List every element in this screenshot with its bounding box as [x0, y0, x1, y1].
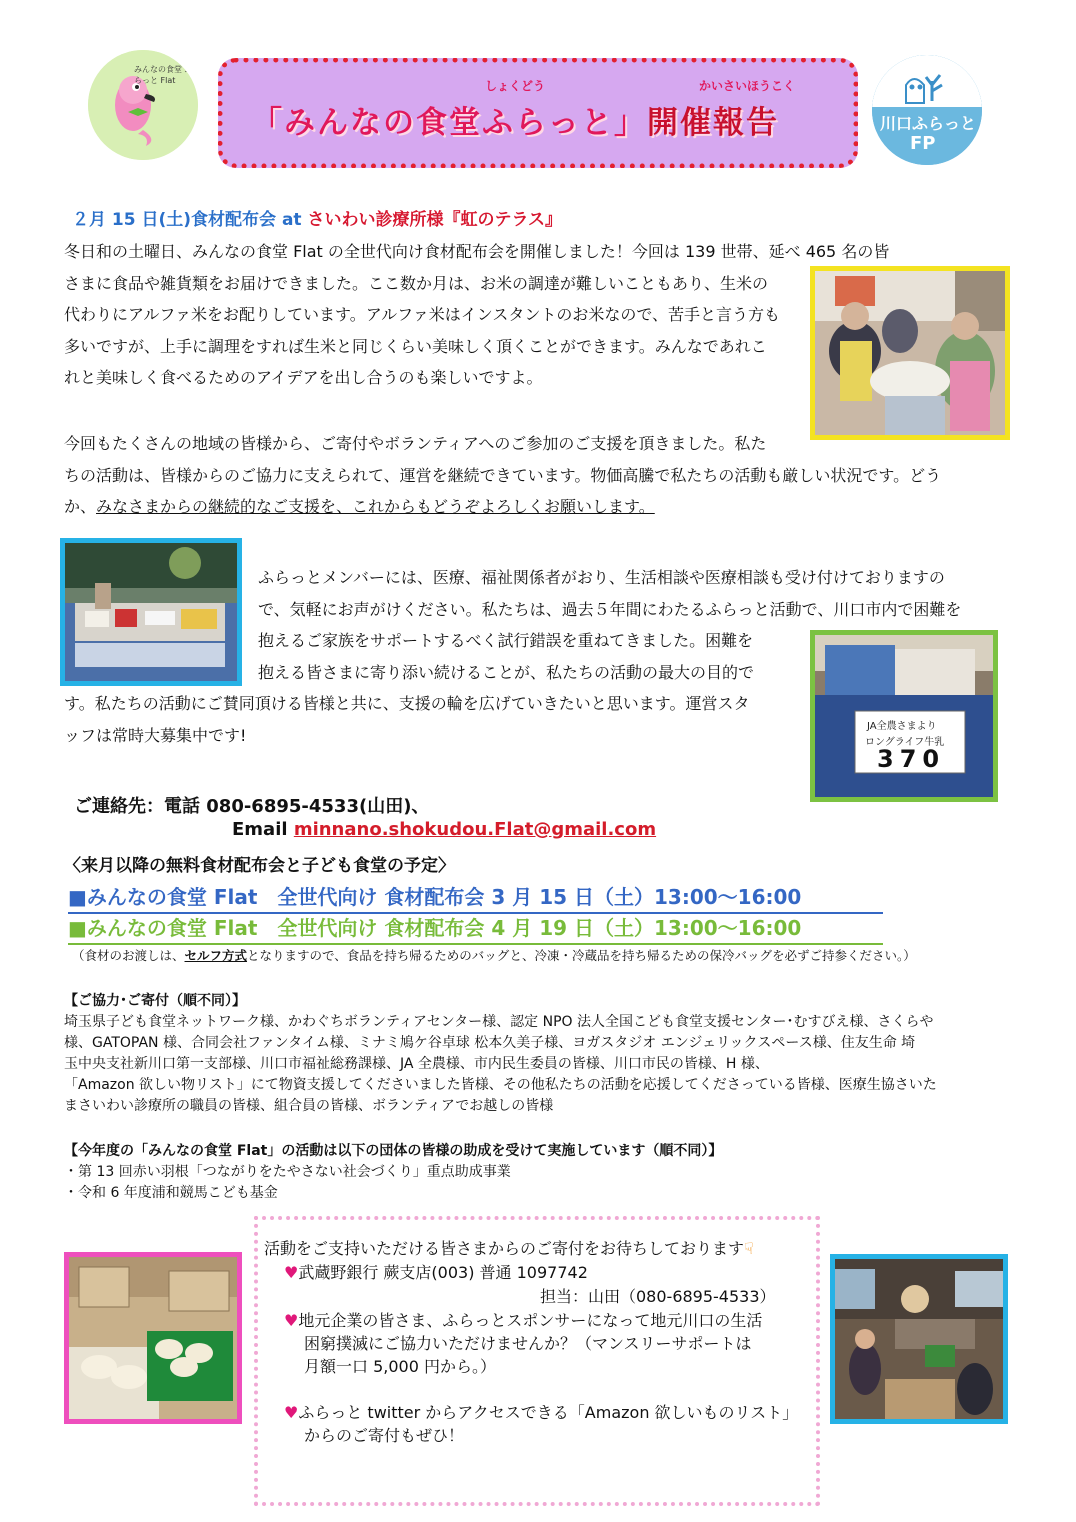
para2-line [64, 491, 941, 523]
cooperation-section [64, 991, 937, 1117]
page-title [251, 97, 779, 142]
para3-line: 抱えるご家族をサポートするべく試行錯誤を重ねてきました。困難を [258, 631, 754, 650]
title-banner [218, 58, 858, 168]
para1-line: さまに食品や雑貨類をお届けできました。ここ数か月は、お米の調達が難しいこともあり、生米の [64, 273, 769, 293]
schedule-item-march: ■みんなの食堂 Flat 全世代向け 食材配布会 3 月 15 日（土）13:00～16:00 [68, 881, 883, 914]
cooperation-heading: 【ご協力･ご寄付（順不同）】 [64, 993, 246, 1009]
schedule-heading: 〈来月以降の無料食材配布会と子ども食堂の予定〉 [64, 856, 455, 876]
note-pre: （食材のお渡しは、 [72, 948, 185, 963]
flat-logo [88, 50, 198, 160]
ruby-kaisai: かいさいほうこく [699, 79, 796, 93]
event-heading-date: ２月 15 日(土)食材配布会 at [72, 210, 308, 230]
support-sponsor-3: 月額一口 5,000 円から。） [304, 1357, 496, 1376]
kawaguchi-flat-logo [872, 55, 982, 165]
para3-line: で、気軽にお声がけください。私たちは、過去５年間にわたるふらっと活動で、川口市内で困難を [258, 599, 962, 619]
schedule-note [72, 946, 916, 964]
report-paragraph-2 [64, 428, 941, 523]
para2-prefix: か、 [64, 497, 97, 516]
event-heading-venue: さいわい診療所様『虹のテラス』 [307, 210, 562, 230]
support-contact: 担当：山田（080-6895-4533） [540, 1287, 776, 1306]
heart-icon: ♥ [284, 1311, 299, 1330]
ruby-shokudo: しょくどう [485, 79, 546, 93]
photo-indoor-event [830, 1254, 1008, 1424]
para2-underlined-request: みなさまからの継続的なご支援を、これからもどうぞよろしくお願いします。 [96, 497, 655, 516]
bank-info: 武蔵野銀行 蕨支店(003) 普通 1097742 [298, 1263, 588, 1282]
photo-packed-boxes [64, 1252, 242, 1424]
heart-icon: ♥ [284, 1263, 299, 1282]
logo-left-text: みんなの食堂 ふらっと Flat [134, 65, 193, 85]
para1-line: 代わりにアルファ米をお配りしています。アルファ米はインスタントのお米なので、苦手と言う方も [64, 305, 781, 324]
sign-line-2: ロングライフ牛乳 [865, 737, 945, 748]
support-bank [284, 1262, 588, 1284]
title-prefix: 「みんなの [251, 105, 416, 141]
support-amazon-2: からのご寄付もぜひ！ [304, 1426, 465, 1445]
email-label: Email [232, 819, 294, 840]
contact-phone: ご連絡先：電話 080-6895-4533(山田)、 [74, 796, 430, 817]
para3-line: ふらっとメンバーには、医療、福祉関係者がおり、生活相談や医療相談も受け付けておりますの [258, 568, 945, 587]
logo-right-line2: FP [910, 133, 936, 154]
title-suffix: ふらっと」 [482, 105, 647, 141]
support-box [254, 1216, 820, 1506]
grants-heading: 【今年度の「みんなの食堂 Flat」の活動は以下の団体の皆様の助成を受けて実施しています（順不同）】 [64, 1143, 723, 1159]
report-paragraph-1 [64, 236, 889, 394]
schedule-item-april: ■みんなの食堂 Flat 全世代向け 食材配布会 4 月 19 日（土）13:00～16:00 [68, 912, 883, 945]
support-intro [264, 1238, 754, 1260]
grants-section [64, 1141, 722, 1204]
para1-line: れと美味しく食べるためのアイデアを出し合うのも楽しいですよ。 [64, 368, 543, 387]
cooperation-line: 様、GATOPAN 様、合同会社ファンタイム様、ミナミ鳩ケ谷卓球 松本久美子様、ヨガスタジオ エンジェリックスペース様、住友生命 埼 [64, 1035, 916, 1051]
sponsor-line: 地元企業の皆さま、ふらっとスポンサーになって地元川口の生活 [298, 1311, 763, 1330]
support-sponsor-2: 困窮撲滅にご協力いただけませんか？（マンスリーサポートは [304, 1334, 752, 1353]
para3-line: す。私たちの活動にご賛同頂ける皆様と共に、支援の輪を広げていきたいと思います。運営スタ [64, 694, 750, 713]
event-heading [72, 205, 562, 230]
support-sponsor-1 [284, 1310, 762, 1332]
cooperation-line: 玉中央支社新川口第一支部様、川口市福祉総務課様、JA 全農様、市内民生委員の皆様、川口市民の皆様、H 様、 [64, 1056, 769, 1072]
pointing-hand-icon: ☟ [744, 1239, 754, 1258]
sign-price: 370 [877, 745, 946, 773]
logo-right-line1: 川口ふらっと [880, 114, 977, 133]
support-amazon-1 [284, 1402, 798, 1424]
grant-line: ・令和 6 年度浦和競馬こども基金 [64, 1185, 278, 1201]
heart-icon: ♥ [284, 1403, 299, 1422]
para3-line: ッフは常時大募集中です! [64, 725, 247, 745]
para3-line: 抱える皆さまに寄り添い続けることが、私たちの活動の最大の目的で [258, 662, 755, 682]
para2-line: ちの活動は、皆様からのご協力に支えられて、運営を継続できています。物価高騰で私たちの活動も厳しい状況です。どう [64, 465, 942, 485]
note-post: となりますので、食品を持ち帰るためのバッグと、冷凍・冷蔵品を持ち帰るための保冷バッグを必ずご持参ください。） [247, 948, 916, 963]
grant-line: ・第 13 回赤い羽根「つながりをたやさない社会づくり」重点助成事業 [64, 1164, 511, 1180]
cooperation-line: まさいわい診療所の職員の皆様、組合員の皆様、ボランティアでお越しの皆様 [64, 1098, 554, 1114]
title-shokudo: 食堂 [416, 105, 482, 141]
cooperation-line: 「Amazon 欲しい物リスト」にて物資支援してくださいました皆様、その他私たちの活動を応援してくださっている皆様、医療生協さいた [64, 1077, 937, 1093]
email-link[interactable]: minnano.shokudou.Flat@gmail.com [293, 819, 657, 840]
photo-milk-crates [810, 630, 998, 802]
sign-line-1: JA全農さまより [867, 721, 937, 732]
para2-line: 今回もたくさんの地域の皆様から、ご寄付やボランティアへのご参加のご支援を頂きました。私た [64, 434, 767, 453]
amazon-line: ふらっと twitter からアクセスできる「Amazon 欲しいものリスト」 [298, 1403, 799, 1422]
contact-email-row [232, 819, 656, 840]
para1-line: 多いですが、上手に調理をすれば生米と同じくらい美味しく頂くことができます。みんなであれこ [64, 336, 767, 356]
note-self-service: セルフ方式 [184, 948, 248, 963]
support-intro-text: 活動をご支持いただける皆さまからのご寄付をお待ちしております [264, 1239, 745, 1258]
para1-line: 冬日和の土曜日、みんなの食堂 Flat の全世代向け食材配布会を開催しました！今回は 139 世帯、延べ 465 名の皆 [64, 242, 890, 261]
cooperation-line: 埼玉県子ども食堂ネットワーク様、かわぐちボランティアセンター様、認定 NPO 法人全国こども食堂支援センター･むすびえ様、さくらや [64, 1014, 934, 1030]
photo-distribution-volunteers [810, 266, 1010, 440]
title-report: 開催報告 [647, 105, 779, 141]
